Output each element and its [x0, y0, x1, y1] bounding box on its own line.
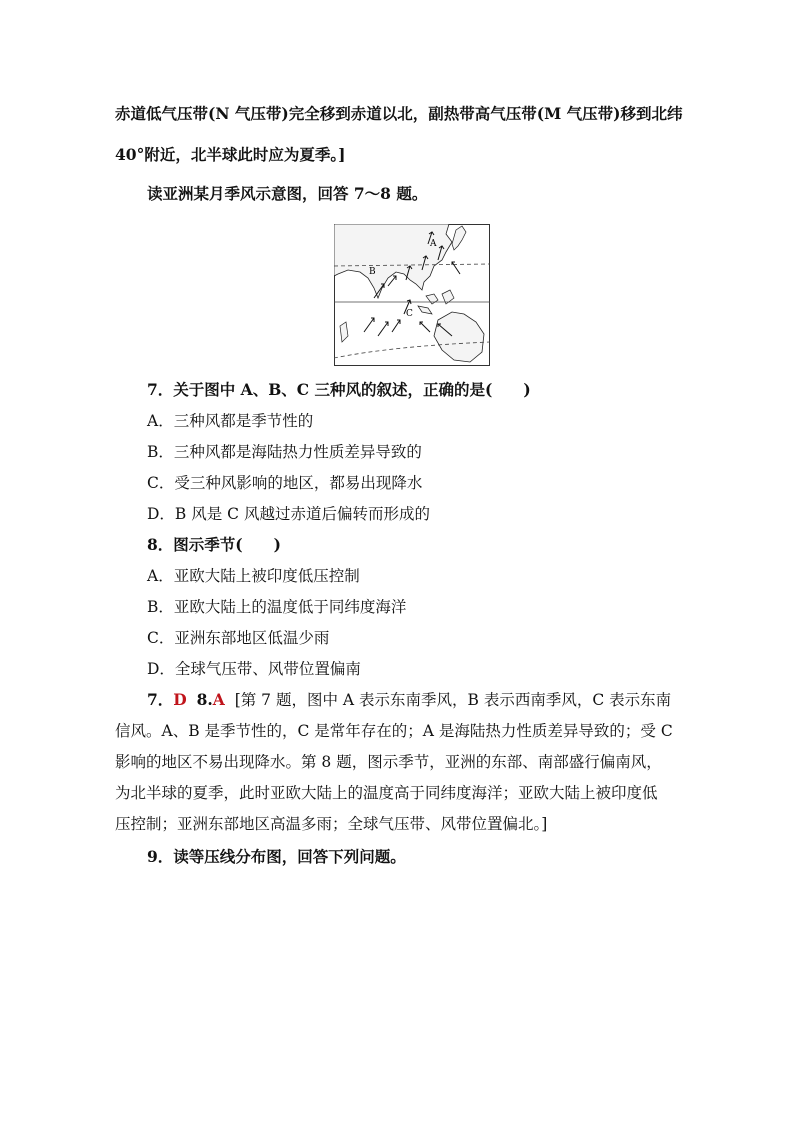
- text-line-2: 40°附近，北半球此时应为夏季。]: [115, 145, 346, 164]
- explanation-4: 为北半球的夏季，此时亚欧大陆上的温度高于同纬度海洋；亚欧大陆上被印度低: [115, 784, 658, 802]
- explanation-3: 影响的地区不易出现降水。第 8 题，图示季节，亚洲的东部、南部盛行偏南风，: [115, 753, 662, 771]
- answer-7: D: [173, 690, 187, 709]
- answer-prefix-8: 8.: [196, 690, 213, 709]
- q7-option-d: D．B 风是 C 风越过赤道后偏转而形成的: [147, 505, 430, 523]
- monsoon-map: [334, 224, 490, 366]
- q8-option-c: C．亚洲东部地区低温少雨: [147, 629, 330, 647]
- label-b: B: [369, 267, 376, 277]
- q7-option-b: B．三种风都是海陆热力性质差异导致的: [147, 443, 422, 461]
- q7-option-a: A．三种风都是季节性的: [147, 412, 314, 430]
- q8-option-a: A．亚欧大陆上被印度低压控制: [147, 567, 360, 585]
- explanation-2: 信风。A、B 是季节性的，C 是常年存在的；A 是海陆热力性质差异导致的；受 C: [115, 722, 673, 740]
- answer-line: [147, 690, 671, 710]
- answer-prefix-7: 7．: [147, 690, 174, 709]
- answer-8: A: [212, 690, 225, 709]
- label-c: C: [406, 309, 413, 319]
- question-9: 9．读等压线分布图，回答下列问题。: [147, 847, 406, 866]
- question-7: 7．关于图中 A、B、C 三种风的叙述，正确的是( ): [147, 380, 531, 399]
- q7-option-c: C．受三种风影响的地区，都易出现降水: [147, 474, 423, 492]
- question-8: 8．图示季节( ): [147, 535, 281, 554]
- intro-line: 读亚洲某月季风示意图，回答 7～8 题。: [147, 184, 428, 203]
- explanation-5: 压控制；亚洲东部地区高温多雨；全球气压带、风带位置偏北。]: [115, 815, 548, 833]
- text-line-1: 赤道低气压带(N 气压带)完全移到赤道以北，副热带高气压带(M 气压带)移到北纬: [115, 104, 683, 123]
- q8-option-b: B．亚欧大陆上的温度低于同纬度海洋: [147, 598, 407, 616]
- label-a: A: [430, 239, 437, 249]
- explanation-1: [第 7 题，图中 A 表示东南季风，B 表示西南季风，C 表示东南: [234, 691, 672, 709]
- q8-option-d: D．全球气压带、风带位置偏南: [147, 660, 361, 678]
